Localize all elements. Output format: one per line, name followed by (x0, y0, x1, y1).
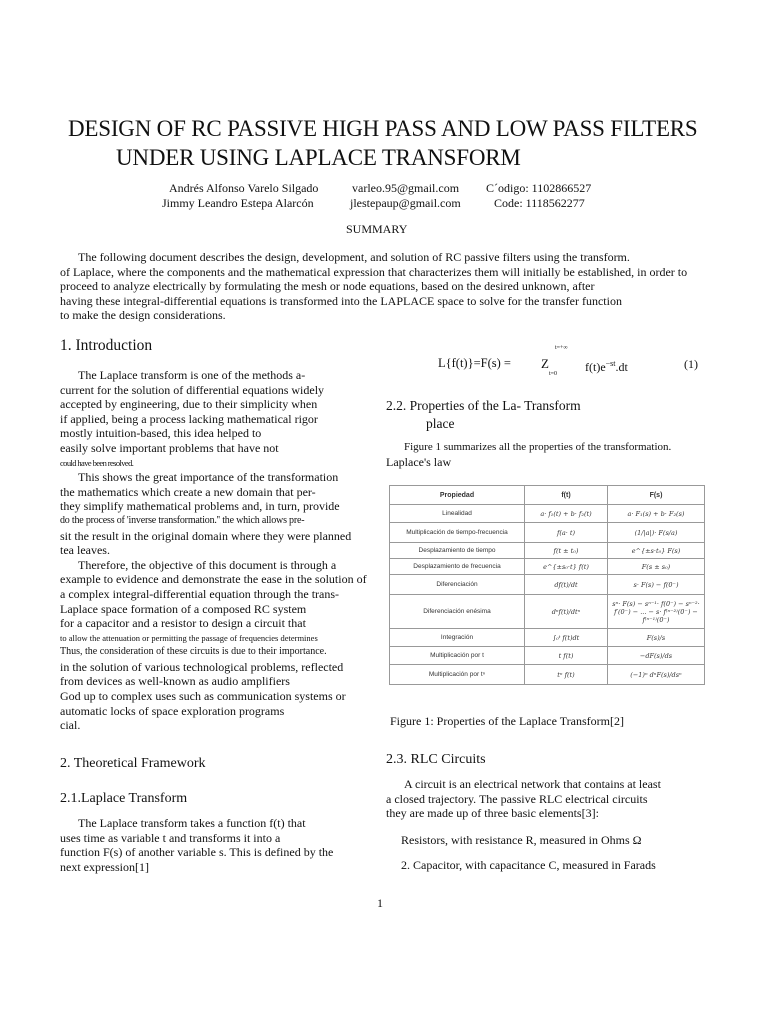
body-line: could have been resolved. (60, 457, 134, 468)
author-code-2: Code: 1118562277 (494, 196, 585, 210)
summary-heading: SUMMARY (346, 222, 408, 236)
body-line: function F(s) of another variable s. This is defined by the (60, 845, 334, 860)
body-line: accepted by engineering, due to their simplicity when (60, 397, 318, 412)
ft-cell: tⁿ f(t) (525, 665, 608, 685)
body-line: The Laplace transform takes a function f(t) that (78, 816, 306, 830)
body-line: do the process of 'inverse transformation.'' the which allows pre- (60, 514, 305, 526)
column-header: Propiedad (390, 486, 525, 505)
section-2-heading: 2. Theoretical Framework (60, 756, 206, 771)
property-cell: Multiplicación por t (390, 647, 525, 665)
summary-line: to make the design considerations. (60, 308, 226, 323)
equation-lhs: L{f(t)}=F(s) = (438, 356, 511, 370)
section-2-3-body (386, 777, 686, 821)
section-2-1-heading: 2.1.Laplace Transform (60, 791, 188, 806)
Fs-cell: s· F(s) − f(0⁻) (608, 575, 705, 595)
dt-text: .dt (615, 360, 628, 374)
ft-cell: a· f₁(t) + b· f₂(t) (525, 505, 608, 523)
author-code-1: C´odigo: 1102866527 (486, 181, 592, 195)
ft-cell: f(t ± t₀) (525, 543, 608, 559)
summary-line: The following document describes the design, development, and solution of RC passive filters using the transform. (78, 250, 630, 264)
page-number: 1 (377, 896, 383, 910)
body-line: Laplace space formation of a composed RC system (60, 601, 307, 616)
property-cell: Integración (390, 629, 525, 647)
body-line: if applied, being a process lacking mathematical rigor (60, 411, 318, 426)
author-name-2: Jimmy Leandro Estepa Alarcón (162, 196, 314, 210)
table-row (390, 595, 705, 629)
Fs-cell: −dF(s)/ds (608, 647, 705, 665)
property-cell: Diferenciación enésima (390, 595, 525, 629)
body-line: the mathematics which create a new domain that per- (60, 484, 316, 499)
section-2-3-heading: 2.3. RLC Circuits (386, 752, 486, 767)
property-cell: Multiplicación por tⁿ (390, 665, 525, 685)
body-line: next expression[1] (60, 859, 149, 874)
Fs-cell: (1/|a|)· F(s/a) (608, 523, 705, 543)
section-1-heading: 1. Introduction (60, 337, 153, 354)
table-row (390, 665, 705, 685)
body-line: example to evidence and demonstrate the ease in the solution of (60, 572, 367, 587)
body-line: Figure 1 summarizes all the properties of the transformation. (404, 441, 672, 453)
table-row (390, 559, 705, 575)
column-header: F(s) (608, 486, 705, 505)
body-line: mostly intuition-based, this idea helped to (60, 426, 262, 441)
integrand-text: f(t)e (585, 360, 606, 374)
exponent-text: −st (605, 359, 616, 368)
body-line: from devices as well-known as audio amplifiers (60, 674, 290, 689)
Fs-cell: sⁿ· F(s) − sⁿ⁻¹· f(0⁻) − sⁿ⁻²· f′(0⁻) − ... − s· f⁽ⁿ⁻²⁾(0⁻) − f⁽ⁿ⁻¹⁾(0⁻) (608, 595, 705, 629)
section-2-1-body (60, 816, 340, 874)
Fs-cell: e^{±s·t₀} F(s) (608, 543, 705, 559)
section-1-body (60, 368, 375, 733)
body-line: automatic locks of space exploration programs (60, 703, 285, 718)
summary-line: proceed to analyze electrically by formulating the mesh or node equations, based on the desired unknown, after (60, 279, 595, 294)
integral-upper-limit: t=+∞ (555, 345, 568, 351)
table-row (390, 629, 705, 647)
equation-number: (1) (684, 357, 698, 371)
body-line: This shows the great importance of the transformation (78, 470, 339, 485)
body-line: for a capacitor and a resistor to design a circuit that (60, 616, 306, 631)
list-item: Resistors, with resistance R, measured in Ohms Ω (401, 833, 642, 847)
table-header-row (390, 486, 705, 505)
integral-sign: Z (541, 356, 549, 371)
author-email-2[interactable]: jlestepaup@gmail.com (350, 196, 461, 210)
equation-integrand (585, 359, 628, 375)
property-cell: Desplazamiento de frecuencia (390, 559, 525, 575)
paper-title-line-1: DESIGN OF RC PASSIVE HIGH PASS AND LOW PASS FILTERS (68, 116, 698, 141)
body-line: The Laplace transform is one of the methods a- (78, 368, 306, 382)
table-row (390, 505, 705, 523)
body-line: Thus, the consideration of these circuits is due to their importance. (60, 646, 327, 658)
property-cell: Multiplicación de tiempo-frecuencia (390, 523, 525, 543)
body-line: A circuit is an electrical network that contains at least (404, 777, 661, 791)
property-cell: Desplazamiento de tiempo (390, 543, 525, 559)
section-2-2-heading-line-1: 2.2. Properties of the La- Transform (386, 398, 581, 413)
figure-caption: Figure 1: Properties of the Laplace Transform[2] (390, 714, 624, 728)
property-cell: Diferenciación (390, 575, 525, 595)
list-item: 2. Capacitor, with capacitance C, measured in Farads (401, 858, 656, 872)
table-row (390, 523, 705, 543)
ft-cell: ∫₀ᵗ f(t)dt (525, 629, 608, 647)
paper-title-line-2: UNDER USING LAPLACE TRANSFORM (116, 145, 521, 170)
table-row (390, 647, 705, 665)
body-line: cial. (60, 718, 81, 733)
body-line: Laplace's law (386, 454, 452, 469)
summary-line: having these integral-differential equations is transformed into the LAPLACE space to solve for the transfer function (60, 293, 622, 308)
body-line: tea leaves. (60, 543, 110, 558)
Fs-cell: F(s)/s (608, 629, 705, 647)
table-row (390, 543, 705, 559)
author-email-1[interactable]: varleo.95@gmail.com (352, 181, 460, 195)
ft-cell: f(a· t) (525, 523, 608, 543)
integral-lower-limit: t=0 (549, 371, 558, 377)
ft-cell: t f(t) (525, 647, 608, 665)
Fs-cell: a· F₁(s) + b· F₂(s) (608, 505, 705, 523)
body-line: a complex integral-differential equation through the trans- (60, 586, 340, 601)
body-line: uses time as variable t and transforms it into a (60, 830, 281, 845)
property-cell: Linealidad (390, 505, 525, 523)
section-2-2-heading-line-2: place (426, 416, 455, 431)
body-line: to allow the attenuation or permitting the passage of frequencies determines (60, 632, 318, 643)
section-2-2-body (386, 440, 706, 469)
table-row (390, 575, 705, 595)
summary-line: of Laplace, where the components and the mathematical expression that characterizes them will initially be established, in order to (60, 264, 688, 279)
body-line: easily solve important problems that have not (60, 440, 279, 455)
body-line: in the solution of various technological problems, reflected (60, 659, 344, 674)
summary-text (60, 250, 700, 323)
ft-cell: dⁿf(t)/dtⁿ (525, 595, 608, 629)
body-line: they are made up of three basic elements[3]: (386, 806, 599, 821)
ft-cell: e^{±s₀·t} f(t) (525, 559, 608, 575)
body-line: God up to complex uses such as communication systems or (60, 689, 346, 704)
laplace-properties-table (389, 485, 705, 685)
Fs-cell: F(s ± s₀) (608, 559, 705, 575)
body-line: current for the solution of differential equations widely (60, 382, 325, 397)
body-line: they simplify mathematical problems and, in turn, provide (60, 499, 340, 514)
ft-cell: df(t)/dt (525, 575, 608, 595)
body-line: a closed trajectory. The passive RLC electrical circuits (386, 791, 648, 806)
body-line: Therefore, the objective of this document is through a (78, 557, 337, 572)
column-header: f(t) (525, 486, 608, 505)
body-line: sit the result in the original domain where they were planned (60, 528, 352, 543)
Fs-cell: (−1)ⁿ dⁿF(s)/dsⁿ (608, 665, 705, 685)
author-name-1: Andrés Alfonso Varelo Silgado (169, 181, 319, 195)
